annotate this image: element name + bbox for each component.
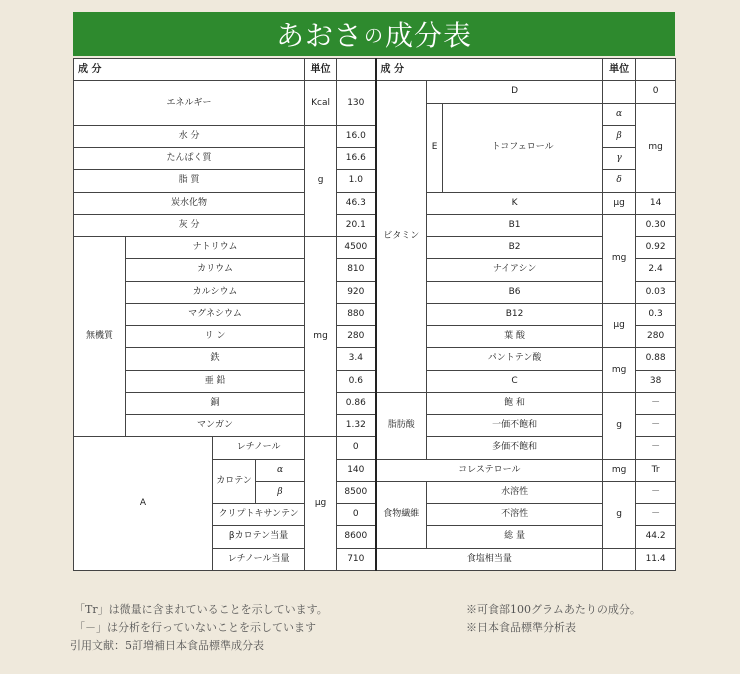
header-component-right: 成 分 <box>376 59 603 81</box>
toco-delta-label: δ <box>603 170 636 192</box>
mineral-label: 亜 鉛 <box>126 370 305 392</box>
mineral-label: カルシウム <box>126 281 305 303</box>
vit-b12-value: 0.3 <box>636 303 676 325</box>
vit-k-label: K <box>427 192 603 214</box>
protein-label: たんぱく質 <box>74 148 305 170</box>
carb-label: 炭水化物 <box>74 192 305 214</box>
folate-value: 280 <box>636 326 676 348</box>
proximate-unit: g <box>305 125 337 236</box>
header-unit-right: 単位 <box>603 59 636 81</box>
insoluble-label: 不溶性 <box>427 504 603 526</box>
mineral-label: ナトリウム <box>126 237 305 259</box>
vit-b2-value: 0.92 <box>636 237 676 259</box>
mineral-value: 1.32 <box>337 415 376 437</box>
cholesterol-label: コレステロール <box>376 459 603 481</box>
niacin-label: ナイアシン <box>427 259 603 281</box>
carb-value: 46.3 <box>337 192 376 214</box>
vit-d-label: D <box>427 81 603 103</box>
title-main-a: あおさ <box>275 19 363 52</box>
mono-label: 一価不飽和 <box>427 415 603 437</box>
soluble-value: － <box>636 481 676 503</box>
table-row <box>74 348 676 370</box>
saturated-value: － <box>636 392 676 414</box>
toco-beta-label: β <box>603 125 636 147</box>
table-row <box>74 326 676 348</box>
mineral-label: 銅 <box>126 392 305 414</box>
title-main-b: 成分表 <box>385 19 473 52</box>
mineral-value: 3.4 <box>337 348 376 370</box>
note-standard: ※日本食品標準分析表 <box>466 621 576 634</box>
poly-label: 多価不飽和 <box>427 437 603 459</box>
water-value: 16.0 <box>337 125 376 147</box>
carotene-beta-value: 8500 <box>337 481 376 503</box>
vit-k-value: 14 <box>636 192 676 214</box>
table-row <box>74 214 676 236</box>
vit-b12-unit: μg <box>603 303 636 348</box>
note-tr: 「Tr」は微量に含まれていることを示しています。 <box>74 603 328 616</box>
toco-alpha-label: α <box>603 103 636 125</box>
vit-b1-value: 0.30 <box>636 214 676 236</box>
note-reference: 引用文献：5訂増補日本食品標準成分表 <box>70 639 264 652</box>
retinol-label: レチノール <box>213 437 305 459</box>
table-row <box>74 392 676 414</box>
minerals-label: 無機質 <box>74 237 126 437</box>
saturated-label: 飽 和 <box>427 392 603 414</box>
mineral-unit: mg <box>305 237 337 437</box>
vit-a-unit: μg <box>305 437 337 571</box>
lipid-value: 1.0 <box>337 170 376 192</box>
header-value-right <box>636 59 676 81</box>
mineral-label: 鉄 <box>126 348 305 370</box>
beta-carotene-eq-label: βカロテン当量 <box>213 526 305 548</box>
salt-unit <box>603 548 636 570</box>
table-row <box>74 415 676 437</box>
cholesterol-unit: mg <box>603 459 636 481</box>
carotene-alpha-label: α <box>256 459 305 481</box>
header-unit-left: 単位 <box>305 59 337 81</box>
energy-unit: Kcal <box>305 81 337 126</box>
table-row <box>74 303 676 325</box>
table-row <box>74 81 676 103</box>
carotene-alpha-value: 140 <box>337 459 376 481</box>
carotene-beta-label: β <box>256 481 305 503</box>
water-label: 水 分 <box>74 125 305 147</box>
cryptoxanthin-label: クリプトキサンテン <box>213 504 305 526</box>
lipid-label: 脂 質 <box>74 170 305 192</box>
vit-b6-value: 0.03 <box>636 281 676 303</box>
table-row <box>74 237 676 259</box>
energy-label: エネルギー <box>74 81 305 126</box>
niacin-value: 2.4 <box>636 259 676 281</box>
table-row <box>74 259 676 281</box>
mineral-value: 920 <box>337 281 376 303</box>
vit-b2-label: B2 <box>427 237 603 259</box>
poly-value: － <box>636 437 676 459</box>
vit-b1-label: B1 <box>427 214 603 236</box>
page-title <box>73 12 675 56</box>
table-header <box>74 59 676 81</box>
vit-b6-label: B6 <box>427 281 603 303</box>
folate-label: 葉 酸 <box>427 326 603 348</box>
beta-carotene-eq-value: 8600 <box>337 526 376 548</box>
mineral-label: マンガン <box>126 415 305 437</box>
fiber-total-label: 総 量 <box>427 526 603 548</box>
tocopherol-label: トコフェロール <box>443 103 603 192</box>
mineral-label: マグネシウム <box>126 303 305 325</box>
vit-c-label: C <box>427 370 603 392</box>
mineral-value: 280 <box>337 326 376 348</box>
carotene-label: カロテン <box>213 459 256 504</box>
title-no: の <box>363 24 384 47</box>
vit-b12-label: B12 <box>427 303 603 325</box>
note-per-100g: ※可食部100グラムあたりの成分。 <box>466 603 641 616</box>
mono-value: － <box>636 415 676 437</box>
fiber-unit: g <box>603 481 636 548</box>
mineral-label: カリウム <box>126 259 305 281</box>
retinol-value: 0 <box>337 437 376 459</box>
insoluble-value: － <box>636 504 676 526</box>
ash-label: 灰 分 <box>74 214 305 236</box>
header-value-left <box>337 59 376 81</box>
mineral-value: 4500 <box>337 237 376 259</box>
vit-d-unit <box>603 81 636 103</box>
vit-a-label: A <box>74 437 213 571</box>
vit-c-value: 38 <box>636 370 676 392</box>
fatty-acid-label: 脂肪酸 <box>376 392 427 459</box>
toco-unit: mg <box>636 103 676 192</box>
table-row <box>74 281 676 303</box>
header-component-left: 成 分 <box>74 59 305 81</box>
soluble-label: 水溶性 <box>427 481 603 503</box>
table-row <box>74 370 676 392</box>
ash-value: 20.1 <box>337 214 376 236</box>
cryptoxanthin-value: 0 <box>337 504 376 526</box>
fatty-acid-unit: g <box>603 392 636 459</box>
mineral-value: 0.6 <box>337 370 376 392</box>
table-row <box>74 192 676 214</box>
table-row <box>74 437 676 459</box>
retinol-eq-label: レチノール当量 <box>213 548 305 570</box>
cholesterol-value: Tr <box>636 459 676 481</box>
note-dash: 「－」は分析を行っていないことを示しています <box>74 621 316 634</box>
pantothenic-label: パントテン酸 <box>427 348 603 370</box>
mineral-value: 0.86 <box>337 392 376 414</box>
toco-gamma-label: γ <box>603 148 636 170</box>
retinol-eq-value: 710 <box>337 548 376 570</box>
vit-e-label: E <box>427 103 443 192</box>
vitamin-group-label: ビタミン <box>376 81 427 393</box>
salt-value: 11.4 <box>636 548 676 570</box>
fiber-total-value: 44.2 <box>636 526 676 548</box>
protein-value: 16.6 <box>337 148 376 170</box>
fiber-label: 食物繊維 <box>376 481 427 548</box>
mineral-value: 810 <box>337 259 376 281</box>
pantothenic-value: 0.88 <box>636 348 676 370</box>
mineral-label: リ ン <box>126 326 305 348</box>
energy-value: 130 <box>337 81 376 126</box>
vit-d-value: 0 <box>636 81 676 103</box>
vit-c-unit: mg <box>603 348 636 393</box>
mineral-value: 880 <box>337 303 376 325</box>
vit-b-unit: mg <box>603 214 636 303</box>
nutrition-table <box>73 58 676 571</box>
salt-label: 食塩相当量 <box>376 548 603 570</box>
vit-k-unit: μg <box>603 192 636 214</box>
